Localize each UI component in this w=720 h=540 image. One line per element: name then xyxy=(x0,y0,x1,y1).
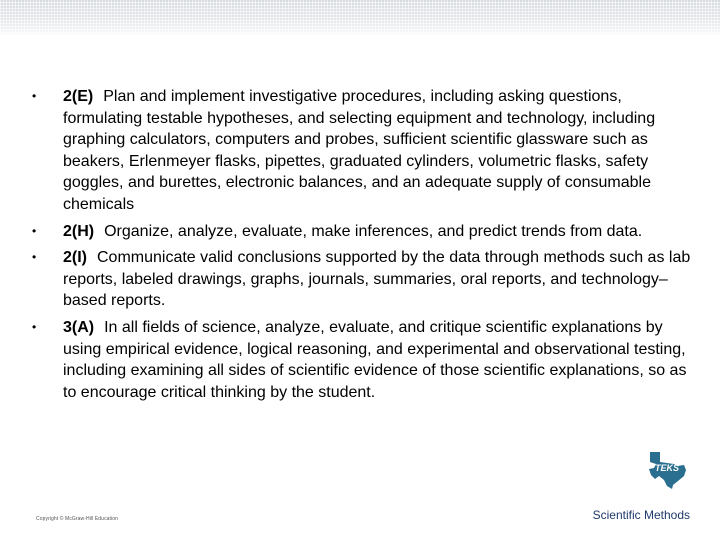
bullet-dot: • xyxy=(32,89,37,103)
bullet-text: Plan and implement investigative procedures, including asking questions, formulating testable hypotheses, and selecting equipment and technology, including graphing calculators, computers and probes, sufficient scientific glassware such as beakers, Erlenmeyer flasks, pipettes, graduated cylinders, volumetric flasks, safety goggles, and burettes, electronic balances, and an adequate supply of consumable chemicals xyxy=(63,88,656,213)
teks-code: 2(E) xyxy=(63,88,94,105)
teks-code: 2(I) xyxy=(63,249,87,267)
bullet-text: In all fields of science, analyze, evaluate, and critique scientific explanations by using empirical evidence, logical reasoning, and experimental and observational testing, including examining all sides of scientific evidence of those scientific explanations, so as to encourage critical thinking by the student. xyxy=(63,318,687,401)
logo-text: TEKS xyxy=(654,463,680,473)
bullet-item-2i xyxy=(32,247,692,312)
bullet-text: Organize, analyze, evaluate, make inferences, and predict trends from data. xyxy=(104,222,643,240)
bullet-dot: • xyxy=(32,319,37,334)
bullet-dot: • xyxy=(32,250,37,265)
teks-code: 2(H) xyxy=(63,222,95,240)
bullet-text: Communicate valid conclusions supported by the data through methods such as lab reports, labeled drawings, graphs, journals, summaries, oral reports, and technology–based reports. xyxy=(63,249,691,310)
bullet-dot: • xyxy=(32,223,37,238)
bullet-item-2e xyxy=(32,86,692,216)
copyright-notice: Copyright © McGraw-Hill Education xyxy=(36,516,119,522)
bullet-item-3a xyxy=(32,317,692,403)
slide-content xyxy=(32,86,692,408)
texas-teks-logo-icon xyxy=(646,450,690,490)
teks-code: 3(A) xyxy=(63,318,95,336)
bullet-item-2h xyxy=(32,221,692,243)
footer-title: Scientific Methods xyxy=(592,508,690,522)
bullet-list xyxy=(32,86,692,403)
header-band xyxy=(0,0,720,36)
